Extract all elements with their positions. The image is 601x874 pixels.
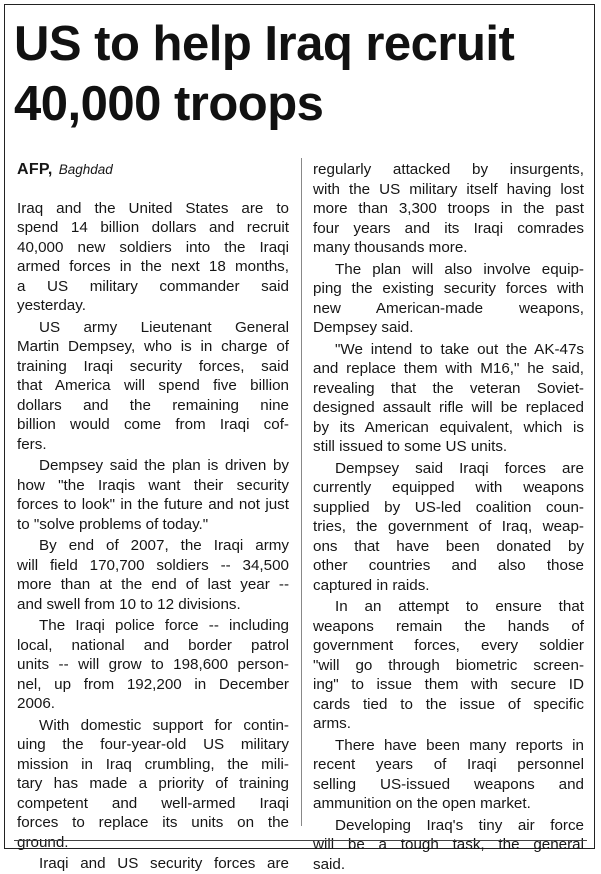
byline [17,160,289,180]
headline [14,14,589,134]
text-line: with the US military itself having lost [313,180,584,200]
text-line: ing" to issue them with secure ID [313,675,584,695]
text-line: training Iraqi security forces, said [17,357,289,377]
text-line: arms. [313,714,584,734]
text-line: Developing Iraq's tiny air force [313,816,584,836]
text-line: more than 3,300 troops in the past [313,199,584,219]
text-line: ons that have been donated by [313,537,584,557]
text-line: 40,000 new soldiers into the Iraqi [17,238,289,258]
paragraph [17,716,289,853]
paragraph [17,854,289,874]
text-line: and replace them with M16," he said, [313,359,584,379]
bottom-rule [14,840,587,841]
text-line: "will go through biometric screen- [313,656,584,676]
left-column-body [17,199,289,874]
paragraph [313,160,584,258]
text-line: yesterday. [17,296,289,316]
text-line: supplied by US-led coalition coun- [313,498,584,518]
text-line: more than at the end of last year -- [17,575,289,595]
text-line: The Iraqi police force -- including [17,616,289,636]
paragraph [17,318,289,455]
paragraph [313,260,584,338]
headline-line-1: US to help Iraq recruit [14,14,589,74]
column-right [313,160,584,874]
text-line: ammunition on the open market. [313,794,584,814]
text-line: still issued to some US units. [313,437,584,457]
text-line: uing the four-year-old US military [17,735,289,755]
paragraph [17,536,289,614]
text-line: The plan will also involve equip- [313,260,584,280]
text-line: how "the Iraqis want their security [17,476,289,496]
text-line: Iraq and the United States are to [17,199,289,219]
text-line: With domestic support for contin- [17,716,289,736]
text-line: to "solve problems of today." [17,515,289,535]
paragraph [17,199,289,316]
paragraph [17,616,289,714]
paragraph [313,736,584,814]
text-line: four years and its Iraqi comrades [313,219,584,239]
text-line: local, national and border patrol [17,636,289,656]
paragraph [313,459,584,596]
text-line: captured in raids. [313,576,584,596]
paragraph [313,816,584,874]
text-line: will be a tough task, the general [313,835,584,855]
text-line: and swell from 10 to 12 divisions. [17,595,289,615]
text-line: fers. [17,435,289,455]
text-line: Dempsey said. [313,318,584,338]
text-line: currently equipped with weapons [313,478,584,498]
text-line: nel, up from 192,200 in December [17,675,289,695]
text-line: There have been many reports in [313,736,584,756]
text-line: ground. [17,833,289,853]
headline-line-2: 40,000 troops [14,74,589,134]
text-line: Iraqi and US security forces are [17,854,289,874]
text-line: regularly attacked by insurgents, [313,160,584,180]
text-line: that America will spend five billion [17,376,289,396]
text-line: Martin Dempsey, who is in charge of [17,337,289,357]
text-line: revealing that the veteran Soviet- [313,379,584,399]
text-line: tries, the government of Iraq, weap- [313,517,584,537]
text-line: designed assault rifle will be replaced [313,398,584,418]
text-line: new American-made weapons, [313,299,584,319]
text-line: Dempsey said the plan is driven by [17,456,289,476]
text-line: billion would come from Iraqi cof- [17,415,289,435]
text-line: units -- will grow to 198,600 person- [17,655,289,675]
text-line: ping the existing security forces with [313,279,584,299]
text-line: by its American equivalent, which is [313,418,584,438]
text-line: competent and well-armed Iraqi [17,794,289,814]
text-line: selling US-issued weapons and [313,775,584,795]
text-line: said. [313,855,584,874]
column-divider [301,158,302,826]
text-line: Dempsey said Iraqi forces are [313,459,584,479]
column-left [17,160,289,874]
text-line: armed forces in the next 18 months, [17,257,289,277]
paragraph [17,456,289,534]
text-line: mission in Iraq crumbling, the mili- [17,755,289,775]
byline-agency: AFP, [17,161,53,178]
text-line: cards tied to the issue of specific [313,695,584,715]
paragraph [313,597,584,734]
byline-place: Baghdad [59,162,113,177]
text-line: forces to replace its units on the [17,813,289,833]
text-line: other countries and also those [313,556,584,576]
text-line: US army Lieutenant General [17,318,289,338]
text-line: spend 14 billion dollars and recruit [17,218,289,238]
text-line: tary has made a priority of training [17,774,289,794]
text-line: government forces, every soldier [313,636,584,656]
text-line: weapons remain the hands of [313,617,584,637]
right-column-body [313,160,584,874]
text-line: forces to look" in the future and not just [17,495,289,515]
text-line: a US military commander said [17,277,289,297]
text-line: many thousands more. [313,238,584,258]
text-line: will field 170,700 soldiers -- 34,500 [17,556,289,576]
paragraph [313,340,584,457]
text-line: 2006. [17,694,289,714]
text-line: recent years of Iraqi personnel [313,755,584,775]
text-line: In an attempt to ensure that [313,597,584,617]
text-line: dollars and the remaining nine [17,396,289,416]
text-line: By end of 2007, the Iraqi army [17,536,289,556]
text-line: "We intend to take out the AK-47s [313,340,584,360]
